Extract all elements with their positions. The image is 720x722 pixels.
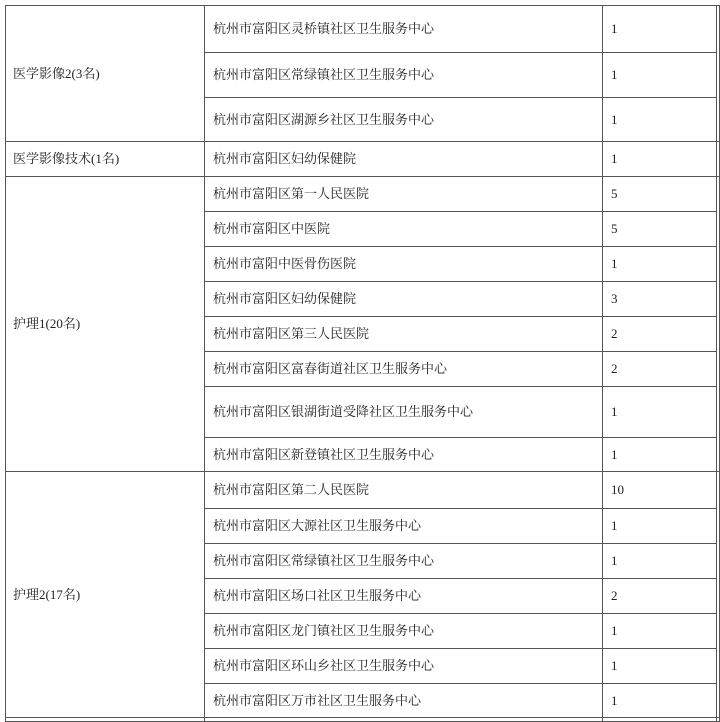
institution-cell: 杭州市富阳区新登镇社区卫生服务中心 xyxy=(205,438,603,472)
count-cell: 1 xyxy=(603,387,717,438)
table-row xyxy=(6,472,720,509)
count-cell: 1 xyxy=(603,509,717,544)
count-cell: 5 xyxy=(603,212,717,247)
institution-cell: 杭州市富阳区中医院 xyxy=(205,212,603,247)
count-cell: 1 xyxy=(603,142,717,177)
count-cell: 1 xyxy=(603,247,717,282)
institution-cell: 杭州市富阳区常绿镇社区卫生服务中心 xyxy=(205,53,603,98)
institution-cell: 杭州市富阳区妇幼保健院 xyxy=(205,282,603,317)
institution-cell: 杭州市富阳区灵桥镇社区卫生服务中心 xyxy=(205,6,603,53)
next-column-cell xyxy=(717,177,720,472)
table-row xyxy=(6,142,720,177)
institution-cell: 杭州市富阳区银湖街道受降社区卫生服务中心 xyxy=(205,387,603,438)
institution-cell: 杭州市富阳区湖源乡社区卫生服务中心 xyxy=(205,98,603,142)
count-cell: 3 xyxy=(603,282,717,317)
count-cell: 2 xyxy=(603,579,717,614)
partial-row-cell xyxy=(717,718,720,722)
count-cell: 1 xyxy=(603,614,717,649)
count-cell: 1 xyxy=(603,684,717,718)
table-row-partial xyxy=(6,718,720,722)
institution-cell: 杭州市富阳区第二人民医院 xyxy=(205,472,603,509)
count-cell: 1 xyxy=(603,98,717,142)
position-cell: 护理1(20名) xyxy=(6,177,205,472)
partial-row-cell xyxy=(205,718,603,722)
count-cell: 1 xyxy=(603,53,717,98)
institution-cell: 杭州市富阳区第一人民医院 xyxy=(205,177,603,212)
partial-row-cell xyxy=(6,718,205,722)
partial-row-cell xyxy=(603,718,717,722)
next-column-cell xyxy=(717,472,720,718)
position-cell: 医学影像2(3名) xyxy=(6,6,205,142)
count-cell: 2 xyxy=(603,317,717,352)
institution-cell: 杭州市富阳区大源社区卫生服务中心 xyxy=(205,509,603,544)
positions-table xyxy=(5,5,720,722)
count-cell: 1 xyxy=(603,544,717,579)
count-cell: 1 xyxy=(603,649,717,684)
count-cell: 2 xyxy=(603,352,717,387)
institution-cell: 杭州市富阳区环山乡社区卫生服务中心 xyxy=(205,649,603,684)
next-column-cell xyxy=(717,6,720,142)
count-cell: 1 xyxy=(603,438,717,472)
count-cell: 10 xyxy=(603,472,717,509)
institution-cell: 杭州市富阳区富春街道社区卫生服务中心 xyxy=(205,352,603,387)
institution-cell: 杭州市富阳区龙门镇社区卫生服务中心 xyxy=(205,614,603,649)
count-cell: 1 xyxy=(603,6,717,53)
count-cell: 5 xyxy=(603,177,717,212)
table-row xyxy=(6,6,720,53)
institution-cell: 杭州市富阳区常绿镇社区卫生服务中心 xyxy=(205,544,603,579)
position-cell: 医学影像技术(1名) xyxy=(6,142,205,177)
next-column-cell xyxy=(717,142,720,177)
institution-cell: 杭州市富阳区第三人民医院 xyxy=(205,317,603,352)
institution-cell: 杭州市富阳区场口社区卫生服务中心 xyxy=(205,579,603,614)
position-cell: 护理2(17名) xyxy=(6,472,205,718)
institution-cell: 杭州市富阳中医骨伤医院 xyxy=(205,247,603,282)
table-row xyxy=(6,177,720,212)
institution-cell: 杭州市富阳区万市社区卫生服务中心 xyxy=(205,684,603,718)
institution-cell: 杭州市富阳区妇幼保健院 xyxy=(205,142,603,177)
